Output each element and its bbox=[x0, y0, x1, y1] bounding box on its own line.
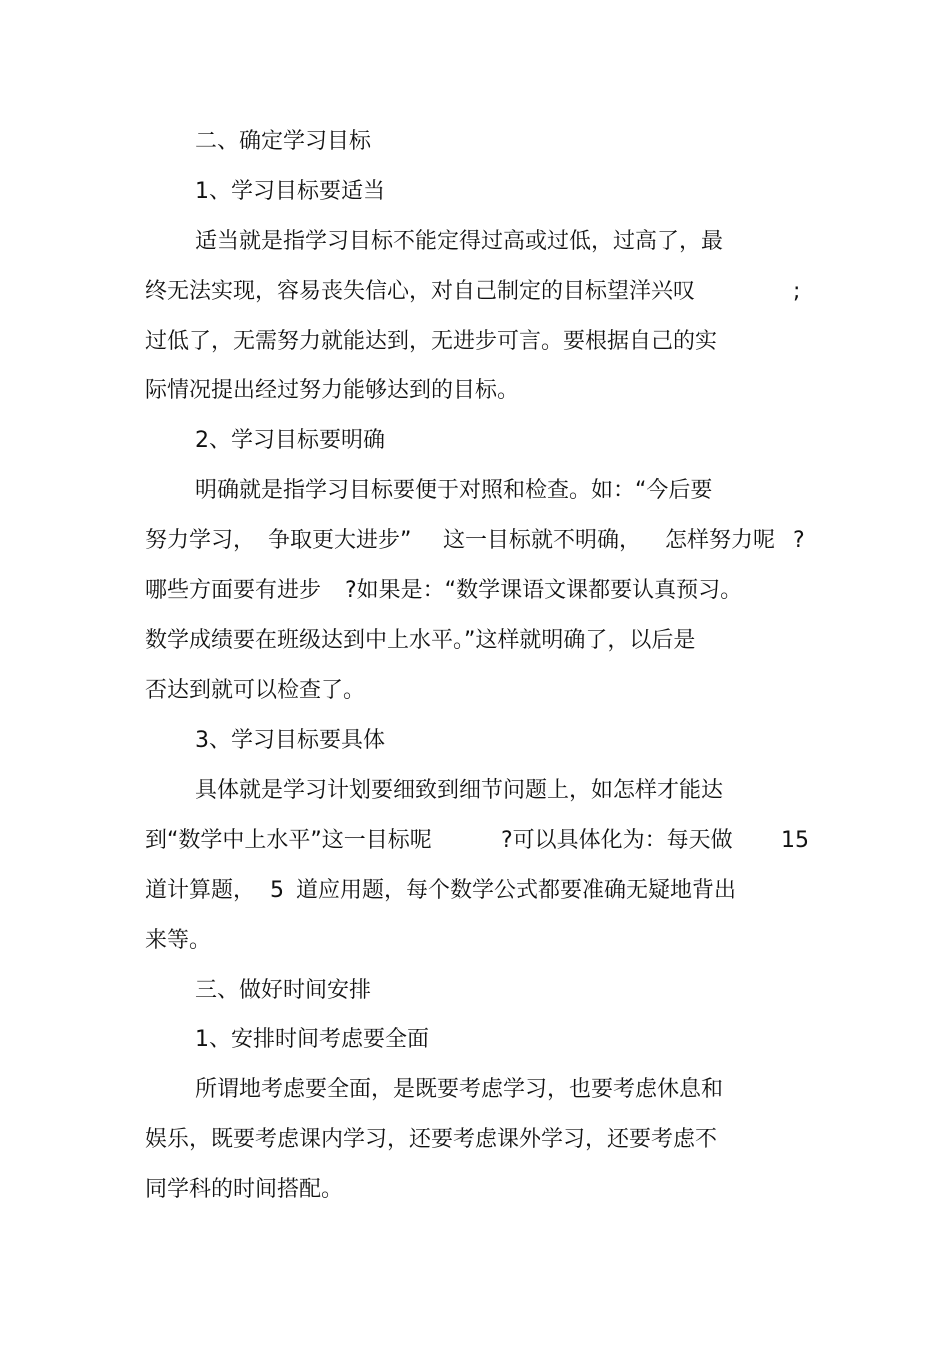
paragraph-2-3-line-3-number: 5 bbox=[270, 878, 284, 903]
paragraph-2-2-line-3-part-1: 哪些方面要有进步 bbox=[145, 578, 322, 603]
paragraph-2-3-line-1: 具体就是学习计划要细致到细节问题上，如怎样才能达 bbox=[195, 778, 724, 803]
paragraph-2-3-line-2-part-2: ?可以具体化为：每天做 bbox=[501, 828, 733, 853]
subheading-2-2: 2、学习目标要明确 bbox=[195, 428, 385, 453]
paragraph-2-2-line-2-question: ? bbox=[793, 528, 805, 553]
paragraph-2-2-line-2-part-3: 这一目标就不明确， bbox=[443, 528, 642, 553]
subheading-2-3: 3、学习目标要具体 bbox=[195, 728, 385, 753]
paragraph-2-2-line-2-part-4: 怎样努力呢 bbox=[665, 528, 776, 553]
paragraph-2-3-line-4: 来等。 bbox=[145, 928, 212, 953]
paragraph-3-1-line-2: 娱乐，既要考虑课内学习，还要考虑课外学习，还要考虑不 bbox=[145, 1127, 718, 1152]
section-heading-2: 二、确定学习目标 bbox=[195, 129, 372, 154]
paragraph-2-3-line-3-part-2: 道应用题，每个数学公式都要准确无疑地背出 bbox=[296, 878, 737, 903]
paragraph-2-2-line-3-part-2: ?如果是：“数学课语文课都要认真预习。 bbox=[345, 578, 743, 603]
paragraph-2-1-line-2: 终无法实现，容易丧失信心，对自己制定的目标望洋兴叹 bbox=[145, 279, 696, 304]
paragraph-2-3-line-3-part-1: 道计算题， bbox=[145, 878, 256, 903]
paragraph-2-2-line-2-part-1: 努力学习， bbox=[145, 528, 256, 553]
paragraph-2-2-line-5: 否达到就可以检查了。 bbox=[145, 678, 366, 703]
subheading-3-1: 1、安排时间考虑要全面 bbox=[195, 1027, 429, 1052]
paragraph-2-1-line-3: 过低了，无需努力就能达到，无进步可言。要根据自己的实 bbox=[145, 329, 718, 354]
paragraph-2-3-line-2-number: 15 bbox=[781, 828, 809, 853]
paragraph-3-1-line-3: 同学科的时间搭配。 bbox=[145, 1177, 344, 1202]
section-heading-3: 三、做好时间安排 bbox=[195, 978, 372, 1003]
paragraph-2-1-semicolon: ; bbox=[793, 279, 801, 304]
paragraph-2-1-line-1: 适当就是指学习目标不能定得过高或过低，过高了，最 bbox=[195, 229, 724, 254]
paragraph-2-1-line-4: 际情况提出经过努力能够达到的目标。 bbox=[145, 378, 520, 403]
paragraph-3-1-line-1: 所谓地考虑要全面，是既要考虑学习，也要考虑休息和 bbox=[195, 1077, 724, 1102]
subheading-2-1: 1、学习目标要适当 bbox=[195, 179, 385, 204]
paragraph-2-3-line-2-part-1: 到“数学中上水平”这一目标呢 bbox=[145, 828, 432, 853]
paragraph-2-2-line-2-part-2: 争取更大进步” bbox=[268, 528, 412, 553]
paragraph-2-2-line-1: 明确就是指学习目标要便于对照和检查。如：“今后要 bbox=[195, 478, 713, 503]
paragraph-2-2-line-4: 数学成绩要在班级达到中上水平。”这样就明确了，以后是 bbox=[145, 628, 696, 653]
